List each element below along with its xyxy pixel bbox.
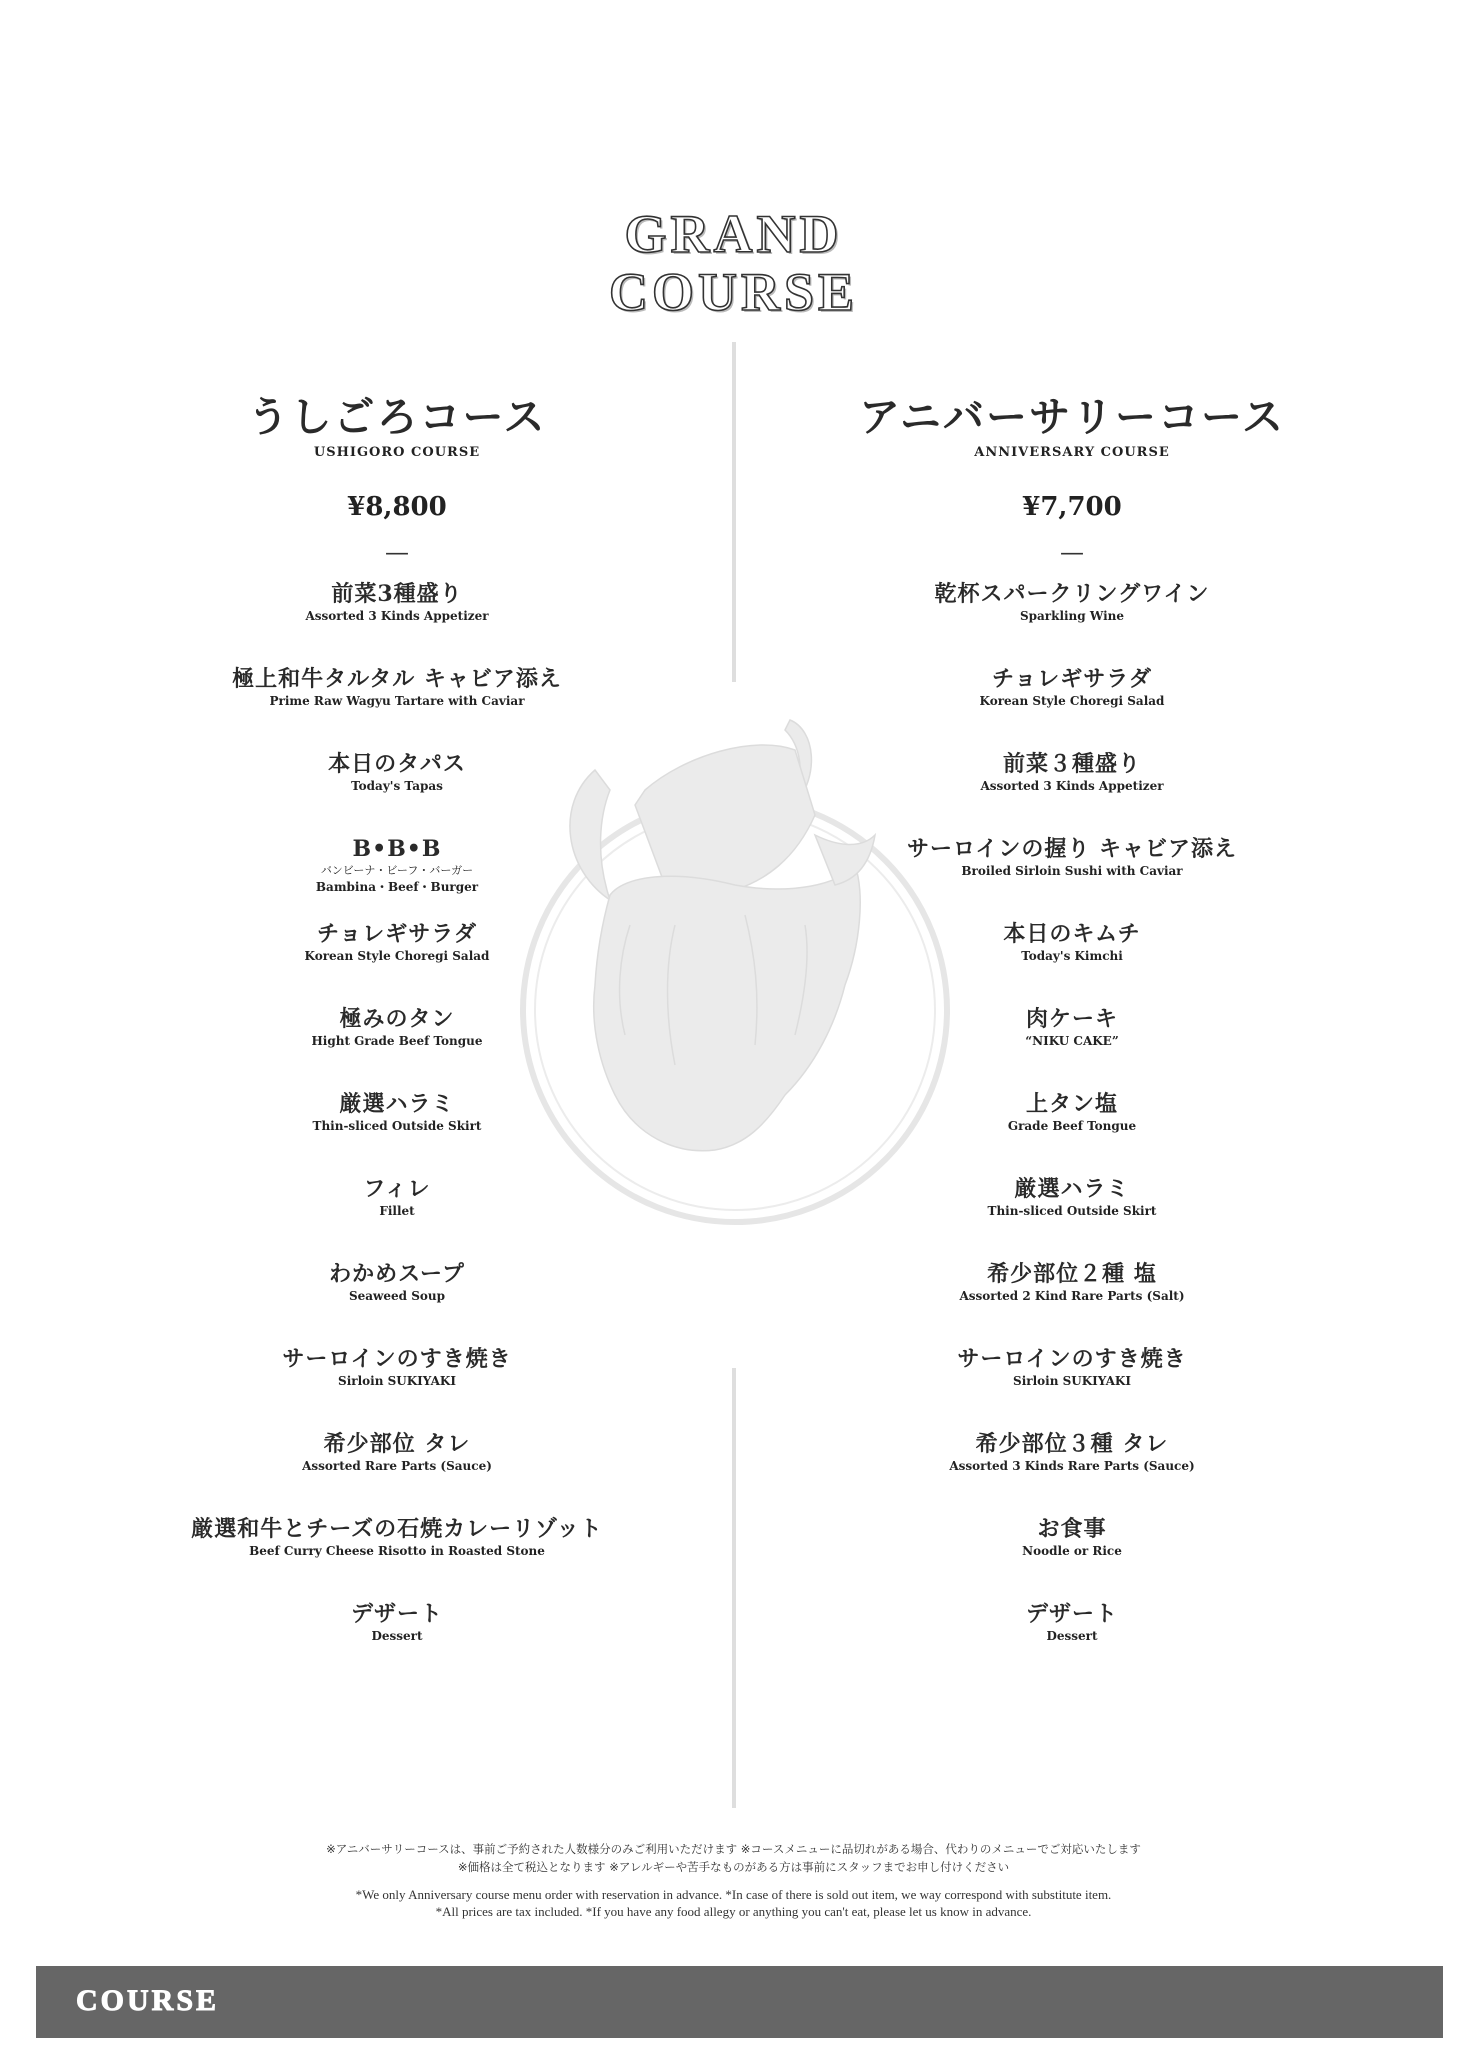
menu-item-jp: デザート	[1025, 1601, 1118, 1627]
menu-item-jp: フィレ	[363, 1176, 431, 1202]
menu-item-en: Hight Grade Beef Tongue	[311, 1034, 483, 1048]
page-title	[0, 205, 1467, 321]
separator-dash: —	[1060, 538, 1084, 566]
menu-item	[752, 580, 1392, 665]
menu-item-en: Fillet	[379, 1204, 415, 1218]
menu-item-en: Prime Raw Wagyu Tartare with Caviar	[269, 694, 525, 708]
menu-item	[752, 750, 1392, 835]
ushigoro-course-column	[77, 392, 717, 1685]
menu-item	[77, 835, 717, 920]
menu-item	[77, 1090, 717, 1175]
menu-item	[77, 920, 717, 1005]
menu-item-jp: チョレギサラダ	[316, 921, 478, 947]
menu-item	[77, 1345, 717, 1430]
menu-item-list	[77, 580, 717, 1685]
menu-item-jp: 極みのタン	[339, 1006, 455, 1032]
course-price: ¥7,700	[1022, 492, 1122, 522]
menu-item-jp: 肉ケーキ	[1025, 1006, 1118, 1032]
menu-item-jp: 厳選和牛とチーズの石焼カレーリゾット	[191, 1516, 603, 1542]
footer-label: COURSE	[76, 1984, 220, 2017]
menu-item	[752, 1090, 1392, 1175]
menu-item-jp: 本日のキムチ	[1003, 921, 1141, 947]
center-divider-top	[732, 342, 736, 682]
menu-item-jp: B•B•B	[352, 836, 442, 862]
course-price: ¥8,800	[347, 492, 447, 522]
menu-item-en: Grade Beef Tongue	[1007, 1119, 1137, 1133]
menu-item	[77, 1175, 717, 1260]
menu-item	[752, 1430, 1392, 1515]
menu-item-en: Dessert	[371, 1629, 423, 1643]
menu-item-jp: お食事	[1037, 1516, 1107, 1542]
center-divider-bottom	[732, 1368, 736, 1808]
menu-item	[77, 1005, 717, 1090]
menu-item-jp: 極上和牛タルタル キャビア添え	[232, 666, 562, 692]
menu-item	[77, 1430, 717, 1515]
menu-item	[752, 1175, 1392, 1260]
menu-item	[77, 750, 717, 835]
menu-item-jp: サーロインのすき焼き	[282, 1346, 512, 1372]
menu-item-jp: 厳選ハラミ	[1014, 1176, 1130, 1202]
menu-item-jp: 希少部位２種 塩	[987, 1261, 1157, 1287]
menu-item-en: Thin-sliced Outside Skirt	[312, 1119, 482, 1133]
menu-item-en: Dessert	[1046, 1629, 1098, 1643]
menu-item-en: Assorted 3 Kinds Appetizer	[980, 779, 1164, 793]
footer-bar	[36, 1966, 1443, 2038]
menu-item-en: “NIKU CAKE”	[1025, 1034, 1119, 1048]
course-name-en: USHIGORO COURSE	[313, 445, 481, 460]
menu-item-jp: 本日のタパス	[328, 751, 466, 777]
course-name-jp: アニバーサリーコース	[859, 393, 1285, 441]
menu-item-jp: 厳選ハラミ	[339, 1091, 455, 1117]
menu-item	[752, 920, 1392, 1005]
footnotes	[0, 1840, 1467, 1920]
menu-item-en: Assorted 3 Kinds Rare Parts (Sauce)	[949, 1459, 1195, 1473]
menu-item-jp: チョレギサラダ	[991, 666, 1153, 692]
menu-item-jp: わかめスープ	[329, 1261, 465, 1287]
menu-item	[77, 580, 717, 665]
menu-item-list	[752, 580, 1392, 1685]
menu-item-en: Noodle or Rice	[1022, 1544, 1122, 1558]
menu-item-jp: デザート	[350, 1601, 443, 1627]
menu-item-en: Seaweed Soup	[348, 1289, 446, 1303]
menu-item-en: Today's Tapas	[351, 779, 443, 793]
menu-item-en: Assorted 3 Kinds Appetizer	[305, 609, 489, 623]
menu-item-en: Bambina・Beef・Burger	[315, 880, 479, 894]
menu-item-en: Sparkling Wine	[1019, 609, 1125, 623]
menu-item-jp: サーロインのすき焼き	[957, 1346, 1187, 1372]
menu-item-en: Assorted Rare Parts (Sauce)	[302, 1459, 492, 1473]
menu-item-jp: 希少部位３種 タレ	[975, 1431, 1169, 1457]
menu-item-en: Assorted 2 Kind Rare Parts (Salt)	[959, 1289, 1185, 1303]
menu-item	[77, 1260, 717, 1345]
menu-item	[752, 835, 1392, 920]
menu-item-en: Korean Style Choregi Salad	[979, 694, 1165, 708]
menu-item	[752, 665, 1392, 750]
menu-item-en: Sirloin SUKIYAKI	[1013, 1374, 1131, 1388]
menu-item-jp: 希少部位 タレ	[323, 1431, 471, 1457]
menu-item-jp: サーロインの握り キャビア添え	[906, 836, 1237, 862]
note-en-1: *We only Anniversary course menu order with reservation in advance. *In case of there is sold out item, we way correspond with substitute item.	[355, 1887, 1112, 1902]
note-jp-2: ※価格は全て税込となります ※アレルギーや苦手なものがある方は事前にスタッフまでお申し付けください	[457, 1860, 1010, 1874]
menu-item-en: Beef Curry Cheese Risotto in Roasted Stone	[249, 1544, 545, 1558]
separator-dash: —	[385, 538, 409, 566]
menu-item-jp: 前菜３種盛り	[1002, 751, 1141, 777]
course-name-jp: うしごろコース	[247, 393, 547, 441]
note-en-2: *All prices are tax included. *If you have any food allegy or anything you can't eat, please let us know in advance.	[435, 1904, 1032, 1919]
menu-item-en: Broiled Sirloin Sushi with Caviar	[961, 864, 1183, 878]
menu-item-jp: 乾杯スパークリングワイン	[934, 581, 1210, 607]
menu-item-en: Korean Style Choregi Salad	[304, 949, 490, 963]
menu-item-jp: 前菜3種盛り	[331, 581, 463, 607]
menu-item	[752, 1345, 1392, 1430]
menu-item	[77, 665, 717, 750]
menu-item	[77, 1600, 717, 1685]
menu-item-en: Sirloin SUKIYAKI	[338, 1374, 456, 1388]
anniversary-course-column	[752, 392, 1392, 1685]
menu-item	[752, 1005, 1392, 1090]
menu-item-en: Today's Kimchi	[1021, 949, 1123, 963]
menu-item-en: Thin-sliced Outside Skirt	[987, 1204, 1157, 1218]
title-line-1: GRAND	[624, 204, 843, 264]
menu-item-jp: 上タン塩	[1025, 1091, 1118, 1117]
menu-item-sub: バンビーナ・ビーフ・バーガー	[320, 864, 474, 877]
menu-item	[77, 1515, 717, 1600]
menu-item	[752, 1600, 1392, 1685]
course-name-en: ANNIVERSARY COURSE	[974, 445, 1170, 460]
menu-item	[752, 1260, 1392, 1345]
menu-item	[752, 1515, 1392, 1600]
title-line-2: COURSE	[608, 262, 859, 322]
note-jp-1: ※アニバーサリーコースは、事前ご予約された人数様分のみご利用いただけます ※コースメニューに品切れがある場合、代わりのメニューでご対応いたします	[326, 1842, 1141, 1856]
